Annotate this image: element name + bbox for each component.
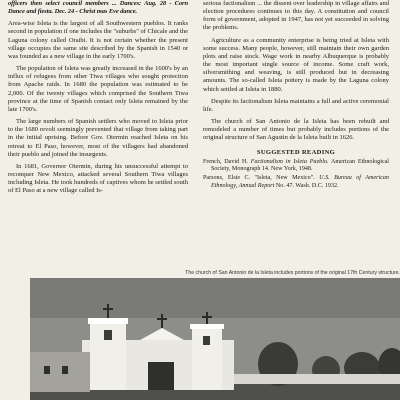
church-illustration bbox=[30, 278, 400, 400]
center-cross-bar bbox=[157, 318, 167, 320]
side-building bbox=[30, 352, 90, 392]
paragraph: The population of Isleta was greatly increased in the 1600's by an influx of refugees from other Tiwa villages who sought protection from Apache raids. In 1680 the population was estimated to be 2,000. Of the twenty villages which comprised the Southern Tiwa province at the time of Spanish contact only Isleta remained by the late 1700's. bbox=[8, 65, 188, 113]
center-cross-icon bbox=[161, 314, 163, 328]
church-photo bbox=[30, 278, 400, 400]
reference-title: Factionalism in Isleta Pueblo. bbox=[250, 158, 329, 165]
paragraph: Despite its factionalism Isleta maintains a full and active ceremonial life. bbox=[203, 97, 389, 113]
church-door bbox=[148, 362, 174, 390]
intro-text: officers then select council members ... Dances: Aug. 28 - Corn Dance and fiesta. Dec. 24 - Christ mas Eve dance. bbox=[8, 0, 188, 16]
right-tower bbox=[192, 326, 222, 390]
paragraph: Area-wise Isleta is the largest of all Southwestern pueblos. It ranks second in population if one includes the "suburbs" of Chicale and the Laguna colony called Oraibi. It is not certain whether the present village occupies the same site described by the Spanish in 1540 or was founded as a new village in the early 1700's. bbox=[8, 20, 188, 60]
sky-dark-band bbox=[30, 278, 400, 318]
paragraph: The church of San Antonio de la Isleta has been rebuilt and remodeled a number of times but probably includes portions of the original structure of San Agustin de la Isleta built in 1626. bbox=[203, 118, 389, 142]
photo-caption: The church of San Antonio de la Isleta includes portions of the original 17th Century structure. bbox=[185, 270, 400, 276]
paragraph: serious factionalism ... the dissent over leadership in village affairs and election procedures continues to this day. A constitution and council form of government, adopted in 1947, has not yet succeeded in solving the problems. bbox=[203, 0, 389, 32]
window bbox=[62, 366, 68, 374]
right-column bbox=[203, 0, 389, 192]
left-cross-bar bbox=[103, 308, 113, 310]
reference-title: U.S. Bureau of American Ethnology, Annual Report bbox=[211, 175, 389, 189]
left-column bbox=[8, 0, 188, 199]
reference-entry bbox=[203, 159, 389, 174]
reference-details: No. 47. Wash. D.C. 1932. bbox=[274, 182, 339, 189]
left-cross-icon bbox=[107, 304, 109, 318]
reference-details: American Ethnological Society, Monograph 14. New York, 1948. bbox=[211, 158, 389, 173]
paragraph: Agriculture as a community enterprise is being tried at Isleta with some success. Many people, however, still maintain their own garden plots and raise stock. Wage work in nearby Albuquerque is probably the most important single source of income. Some craft work, silversmithing and weaving, is still produced but in decreasing amounts. The so-called Isleta pottery is made by the Laguna colony which settled at Isleta in 1880. bbox=[203, 36, 389, 93]
suggested-reading-heading: SUGGESTED READING bbox=[256, 148, 336, 156]
paragraph: The large numbers of Spanish settlers who moved to Isleta prior to the 1680 revolt seemingly prevented that village from taking part in the initial uprising. Before Gov. Otermin reached Isleta on his retreat to El Paso, however, most of the villagers had abandoned their pueblo and joined the insurgents. bbox=[8, 118, 188, 158]
reference-author: French, David H. bbox=[203, 158, 251, 165]
tower-window bbox=[203, 336, 210, 345]
window bbox=[44, 366, 50, 374]
paragraph: In 1681, Governor Otermin, during his unsuccessful attempt to reconquer New Mexico, attacked several Southern Tiwa villages including Isleta. He took hundreds of captives whom he settled south of El Paso at a new village called Is- bbox=[8, 162, 188, 195]
left-tower-cap bbox=[88, 318, 128, 324]
right-cross-bar bbox=[202, 316, 212, 318]
reference-author: Parsons, Elsie C. "Isleta, New Mexico". bbox=[203, 175, 320, 182]
tower-window bbox=[104, 330, 112, 340]
right-tower-cap bbox=[190, 324, 224, 329]
reference-entry bbox=[203, 175, 389, 190]
